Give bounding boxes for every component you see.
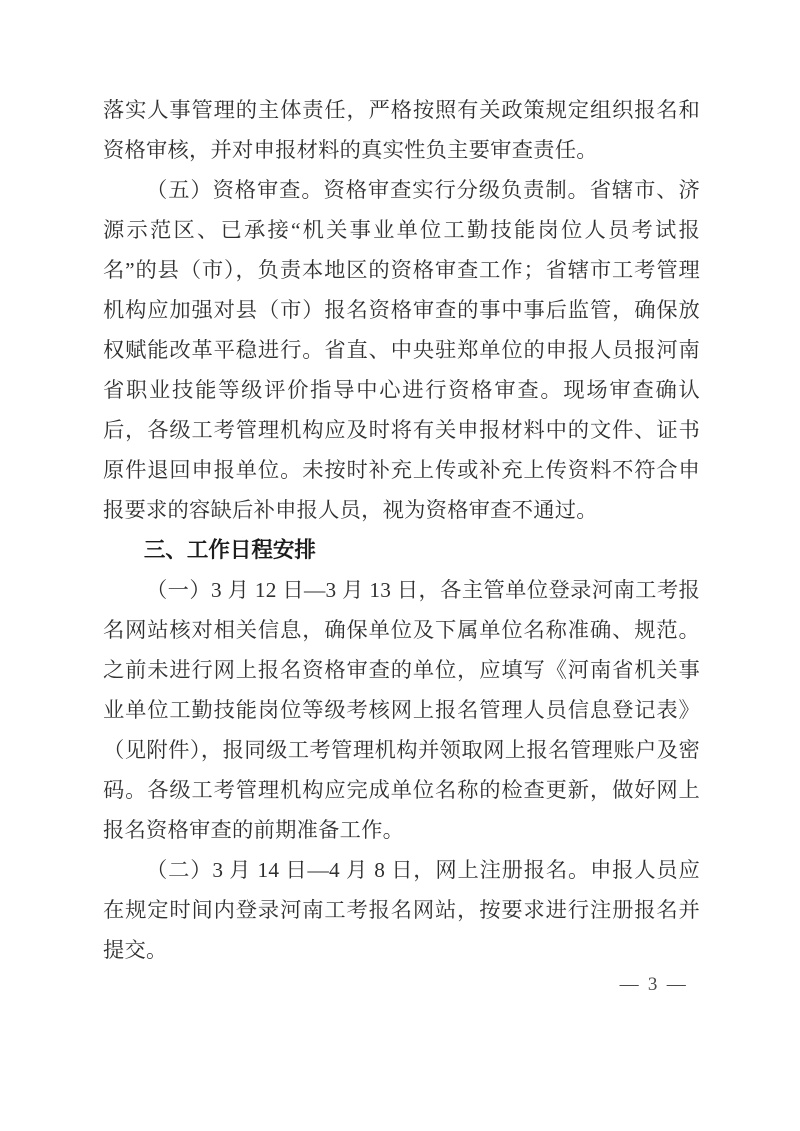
paragraph-continuation: 落实人事管理的主体责任，严格按照有关政策规定组织报名和资格审核，并对申报材料的真实性负主要审查责任。 [103,98,700,162]
paragraph-schedule-item-1: （一）3 月 12 日—3 月 13 日，各主管单位登录河南工考报名网站核对相关信息，确保单位及下属单位名称准确、规范。之前未进行网上报名资格审查的单位，应填写《河南省机关事业单位工勤技能岗位等级考核网上报名管理人员信息登记表》（见附件），报同级工考管理机构并领取网上报名管理账户及密码。各级工考管理机构应完成单位名称的检查更新，做好网上报名资格审查的前期准备工作。 [103,578,700,842]
document-body [103,90,700,970]
paragraph-schedule-item-2: （二）3 月 14 日—4 月 8 日，网上注册报名。申报人员应在规定时间内登录河南工考报名网站，按要求进行注册报名并提交。 [103,858,700,962]
page-number: — 3 — [619,974,688,995]
paragraph-section-5-qualification-review: （五）资格审查。资格审查实行分级负责制。省辖市、济源示范区、已承接“机关事业单位工勤技能岗位人员考试报名”的县（市），负责本地区的资格审查工作；省辖市工考管理机构应加强对县（市）报名资格审查的事中事后监管，确保放权赋能改革平稳进行。省直、中央驻郑单位的申报人员报河南省职业技能等级评价指导中心进行资格审查。现场审查确认后，各级工考管理机构应及时将有关申报材料中的文件、证书原件退回申报单位。未按时补充上传或补充上传资料不符合申报要求的容缺后补申报人员，视为资格审查不通过。 [103,178,700,522]
section-heading-work-schedule: 三、工作日程安排 [143,538,316,562]
